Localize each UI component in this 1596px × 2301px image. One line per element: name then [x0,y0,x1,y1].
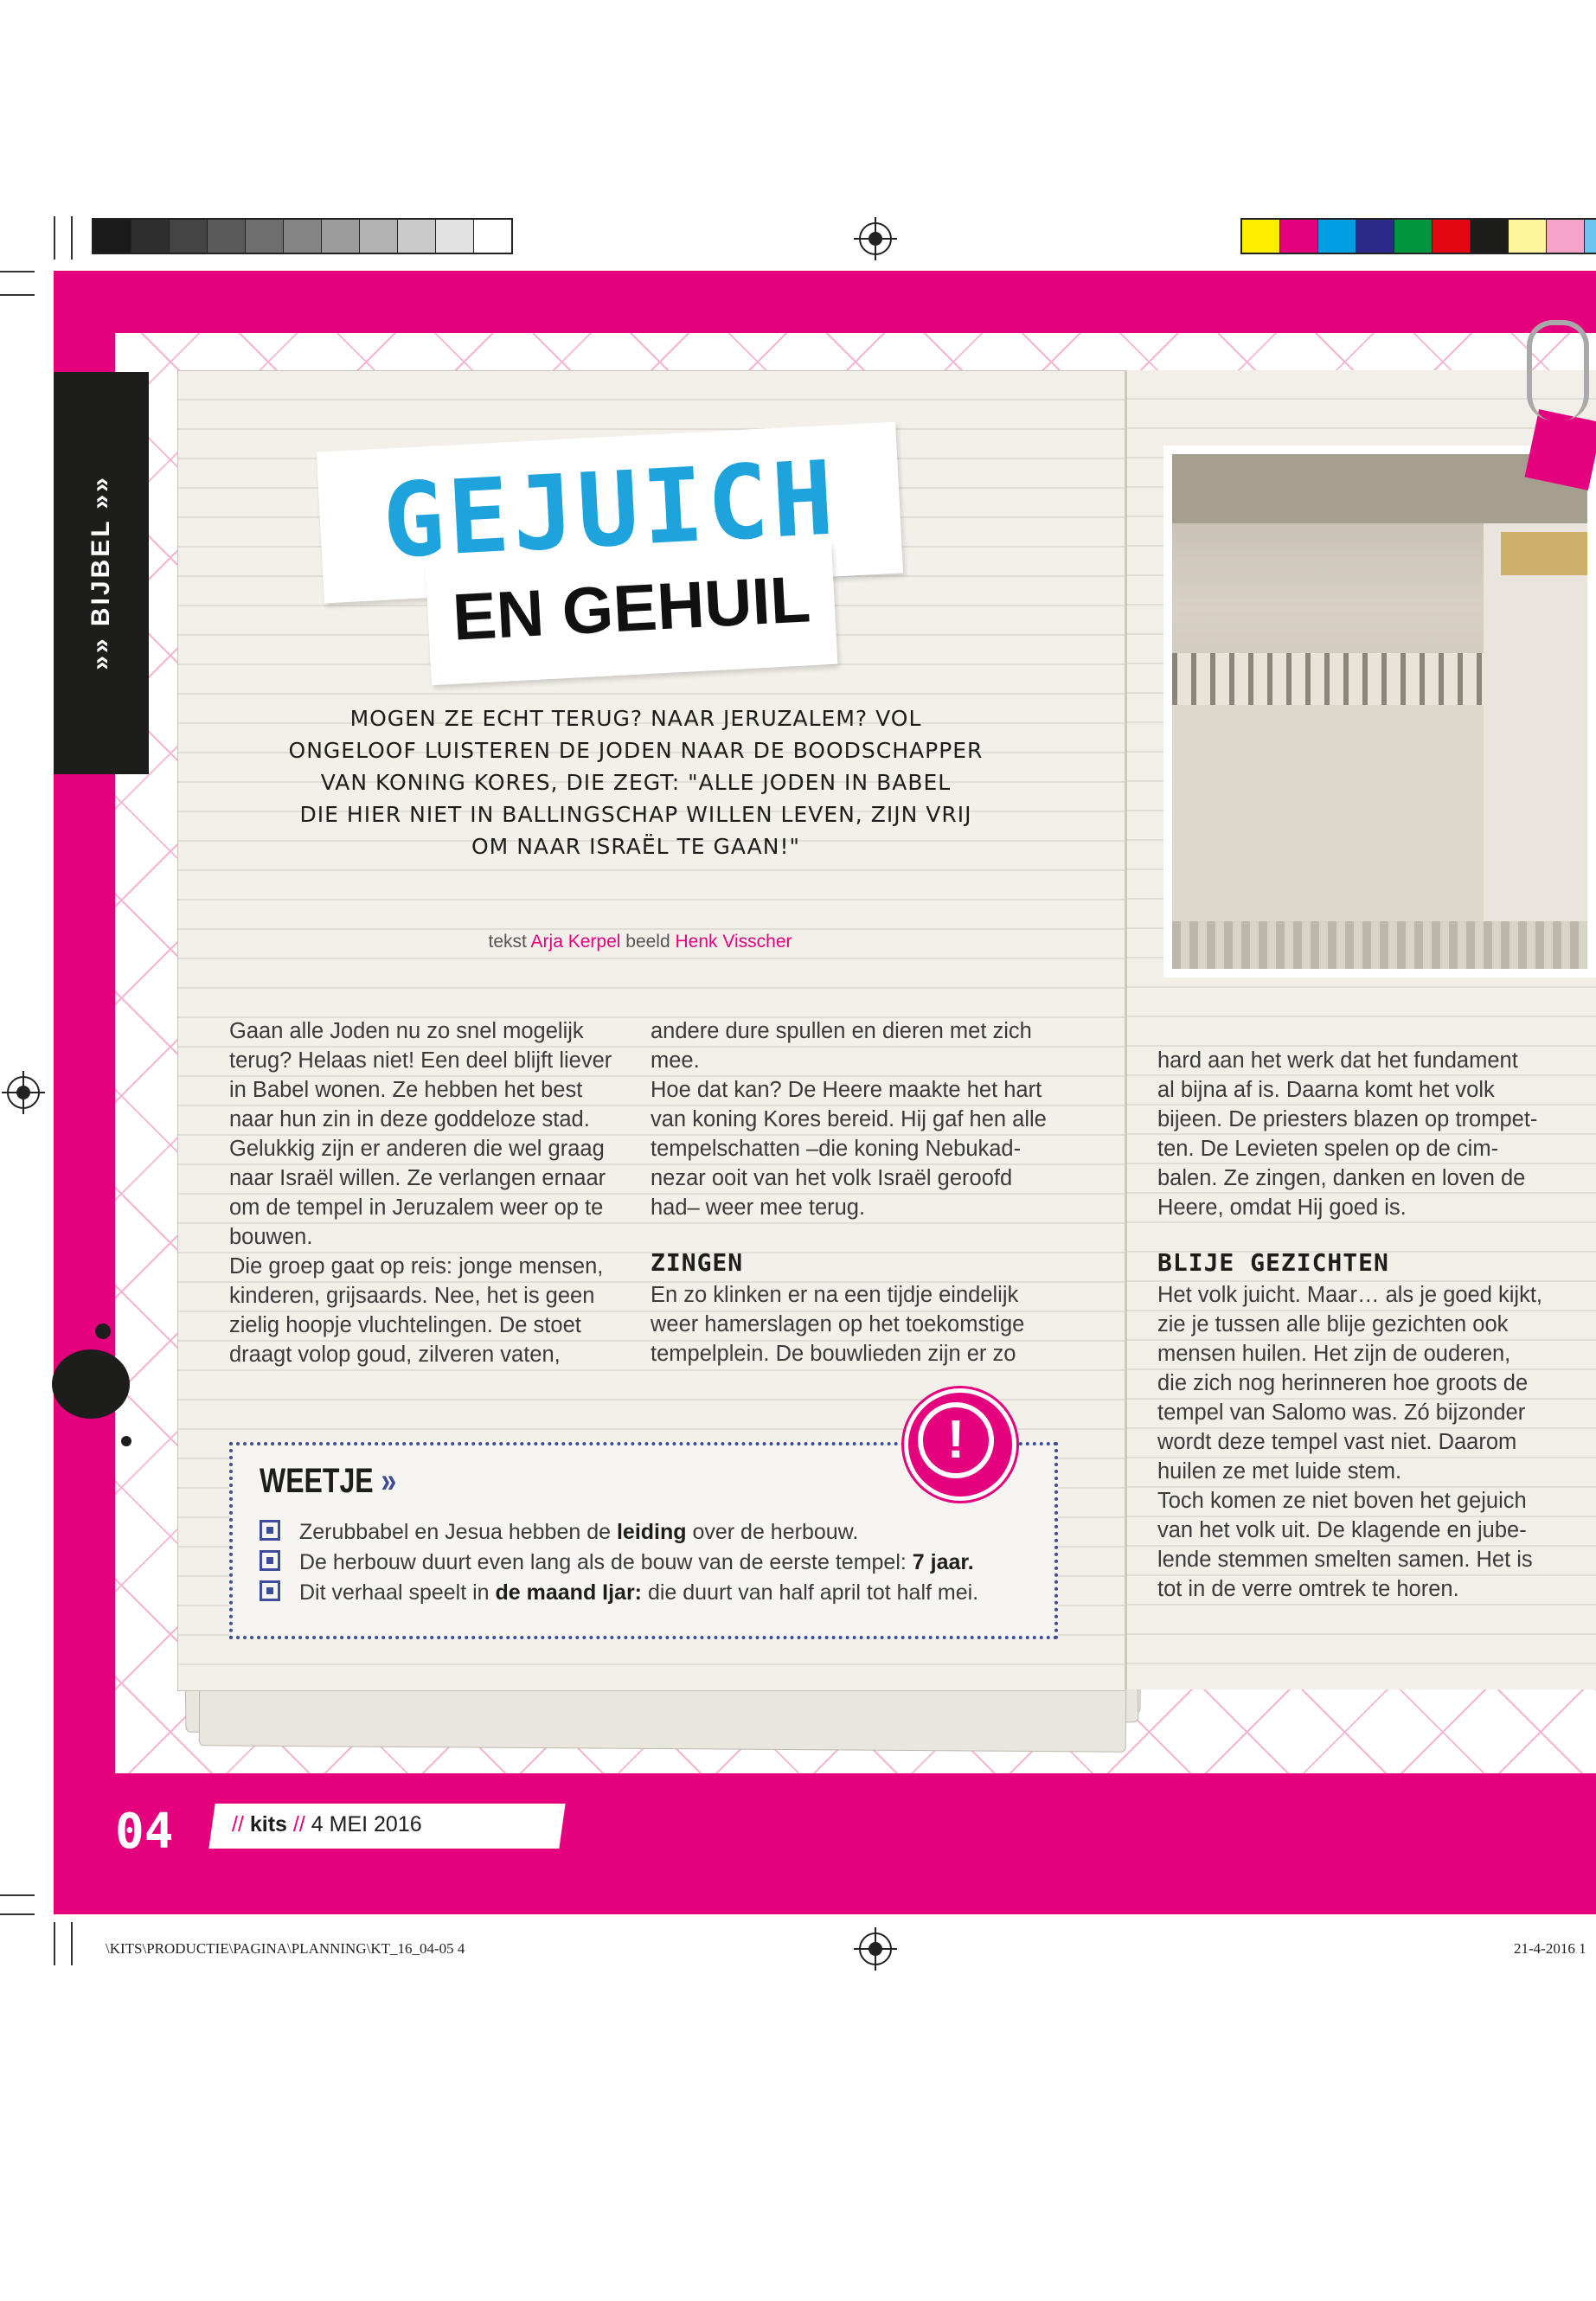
section-heading-zingen: ZINGEN [651,1248,744,1277]
text-line: tempel van Salomo was. Zó bijzonder [1157,1400,1526,1425]
weetje-item-bold: leiding [616,1520,687,1544]
color-swatch [322,220,360,253]
crop-mark [0,294,35,296]
color-swatch [208,220,246,253]
text-line: terug? Helaas niet! Een deel blijft liever [229,1048,612,1073]
color-swatch [1433,220,1471,253]
credits-author: Arja Kerpel [530,932,621,952]
photo-colonnade [1172,653,1501,705]
weetje-item-text: die duurt van half april tot half mei. [642,1580,979,1605]
text-line: Hoe dat kan? De Heere maakte het hart [651,1078,1042,1102]
crop-mark [0,271,35,272]
intro-line: OM NAAR ISRAËL TE GAAN!" [471,834,800,859]
article-column-3b [1157,1280,1590,1604]
slug-date: 21-4-2016 1 [1514,1940,1586,1957]
color-swatch [131,220,170,253]
section-tab [54,372,149,774]
color-swatch [170,220,208,253]
photo-wall [1172,921,1587,969]
color-swatch [1471,220,1509,253]
text-line: huilen ze met luide stem. [1157,1459,1402,1484]
checkbox-icon [260,1520,280,1541]
text-line: om de tempel in Jeruzalem weer op te [229,1195,604,1220]
crop-mark [54,216,55,260]
footer-separator: // [232,1812,244,1836]
text-line: naar hun zin in deze goddeloze stad. [229,1107,590,1131]
text-line: ten. De Levieten spelen op de cim- [1157,1137,1499,1161]
weetje-item [260,1550,974,1575]
ink-splatter [95,1324,111,1339]
intro-line: MOGEN ZE ECHT TERUG? NAAR JERUZALEM? VOL [349,706,922,731]
registration-mark-icon [7,1076,40,1109]
crop-mark [71,1922,73,1965]
text-line: Heere, omdat Hij goed is. [1157,1195,1407,1220]
section-tab-label: »» BIJBEL »» [87,475,115,670]
text-line: die zich nog herinneren hoe groots de [1157,1371,1529,1395]
text-line: lende stemmen smelten samen. Het is [1157,1548,1533,1572]
exclamation-icon: ! [918,1402,994,1478]
photo-temple-building [1484,523,1587,930]
registration-mark-icon [859,1932,892,1965]
photo-courtyard [1172,705,1501,930]
weetje-item-text: De herbouw duurt even lang als de bouw van de eerste tempel: [299,1550,913,1574]
text-line: nezar ooit van het volk Israël geroofd [651,1166,1013,1190]
credits-illustrator: Henk Visscher [675,932,792,952]
text-line: zielig hoopje vluchtelingen. De stoet [229,1313,581,1337]
text-line: van het volk uit. De klagende en jube- [1157,1518,1527,1542]
text-line: tempelschatten –die koning Nebukad- [651,1137,1022,1161]
footer-text [232,1812,422,1837]
photo-city-area [1172,454,1587,523]
text-line: in Babel wonen. Ze hebben het best [229,1078,583,1102]
registration-mark-icon [859,222,892,255]
text-line: tot in de verre omtrek te horen. [1157,1577,1459,1601]
intro-line: VAN KONING KORES, DIE ZEGT: "ALLE JODEN IN BABEL [320,770,952,795]
temple-model-image [1172,454,1587,969]
text-line: naar Israël willen. Ze verlangen ernaar [229,1166,606,1190]
color-swatch [360,220,398,253]
color-swatch [93,220,131,253]
text-line: tempelplein. De bouwlieden zijn er zo [651,1342,1016,1366]
color-swatch [474,220,511,253]
text-line: Gaan alle Joden nu zo snel mogelijk [229,1019,584,1043]
crop-mark [0,1913,35,1915]
color-swatch [1585,220,1596,253]
intro-text [260,702,1012,862]
article-column-2b [651,1280,1066,1368]
page-subtitle: EN GEHUIL [451,562,812,655]
text-line: andere dure spullen en dieren met zich [651,1019,1032,1043]
temple-model-photo [1163,445,1596,977]
weetje-item [260,1520,858,1545]
text-line: Het volk juicht. Maar… als je goed kijkt, [1157,1283,1543,1307]
page-number: 04 [115,1804,174,1860]
footer-separator: // [292,1812,305,1836]
weetje-item-bold: 7 jaar. [912,1550,974,1574]
ink-splatter [121,1436,131,1446]
credits-image-label: beeld [625,932,670,952]
article-column-3 [1157,1046,1590,1222]
weetje-item-text: over de herbouw. [686,1520,859,1544]
crop-mark [71,216,73,260]
crop-mark [0,1894,35,1896]
text-line: En zo klinken er na een tijdje eindelijk [651,1283,1019,1307]
section-heading-blije-gezichten: BLIJE GEZICHTEN [1157,1248,1389,1277]
article-column-2 [651,1016,1066,1222]
color-swatch [1280,220,1318,253]
weetje-title [260,1462,396,1501]
slug-path: \KITS\PRODUCTIE\PAGINA\PLANNING\KT_16_04-05 4 [106,1940,465,1957]
text-line: mensen huilen. Het zijn de ouderen, [1157,1342,1511,1366]
ink-splatter [52,1349,130,1419]
color-swatch [398,220,436,253]
weetje-title-text: WEETJE [260,1462,374,1500]
text-line: al bijna af is. Daarna komt het volk [1157,1078,1495,1102]
binder-clip-icon [1527,320,1589,420]
credits-text-label: tekst [488,932,527,952]
color-swatch [1547,220,1585,253]
color-swatch [436,220,474,253]
color-swatch [1356,220,1394,253]
text-line: bijeen. De priesters blazen op trompet- [1157,1107,1538,1131]
text-line: hard aan het werk dat het fundament [1157,1048,1518,1073]
text-line: draagt volop goud, zilveren vaten, [229,1343,561,1367]
text-line: balen. Ze zingen, danken en loven de [1157,1166,1526,1190]
weetje-item-text: Zerubbabel en Jesua hebben de [299,1520,617,1544]
intro-line: DIE HIER NIET IN BALLINGSCHAP WILLEN LEVEN, ZIJN VRIJ [299,802,972,827]
weetje-item [260,1580,978,1606]
color-swatch [1318,220,1356,253]
process-color-bar [1240,218,1596,254]
article-column-1 [229,1016,636,1369]
issue-date: 4 MEI 2016 [311,1812,422,1836]
color-swatch [246,220,284,253]
color-swatch [284,220,322,253]
weetje-item-text: Dit verhaal speelt in [299,1580,496,1605]
magazine-name: kits [249,1812,287,1836]
text-line: Gelukkig zijn er anderen die wel graag [229,1137,605,1161]
page-title: GEJUICH [380,438,840,581]
color-swatch [1394,220,1433,253]
text-line: van koning Kores bereid. Hij gaf hen alle [651,1107,1047,1131]
text-line: zie je tussen alle blije gezichten ook [1157,1312,1509,1336]
credits [398,932,882,952]
checkbox-icon [260,1550,280,1571]
text-line: weer hamerslagen op het toekomstige [651,1312,1025,1336]
checkbox-icon [260,1580,280,1601]
color-swatch [1242,220,1280,253]
weetje-item-bold: de maand Ijar: [495,1580,643,1605]
crop-mark [54,1922,55,1965]
weetje-arrow: » [381,1462,397,1500]
text-line: Die groep gaat op reis: jonge mensen, [229,1254,604,1279]
grey-color-bar [92,218,513,254]
text-line: had– weer mee terug. [651,1195,866,1220]
text-line: kinderen, grijsaards. Nee, het is geen [229,1284,595,1308]
intro-line: ONGELOOF LUISTEREN DE JODEN NAAR DE BOODSCHAPPER [288,738,984,763]
text-line: wordt deze tempel vast niet. Daarom [1157,1430,1517,1454]
color-swatch [1509,220,1547,253]
text-line: bouwen. [229,1225,313,1249]
text-line: mee. [651,1048,700,1073]
text-line: Toch komen ze niet boven het gejuich [1157,1489,1527,1513]
photo-temple-roof [1501,532,1587,575]
